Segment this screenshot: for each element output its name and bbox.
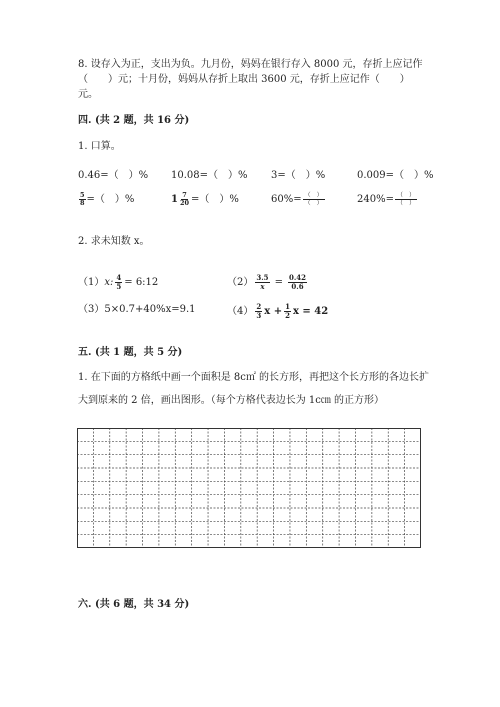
calc-item-2: 10.08=（ ）% (171, 170, 248, 181)
blank-fraction: $\frac{( )}{( )}$ (396, 192, 415, 207)
section5-title: 五. (共 1 题，共 5 分) (78, 347, 183, 358)
section4-title: 四. (共 2 题，共 16 分) (78, 115, 190, 126)
section5-q1-line2: 大到原来的 2 倍，画出图形。（每个方格代表边长为 1c㎝ 的正方形） (78, 395, 385, 406)
grid-paper[interactable] (77, 428, 421, 548)
q8-line3: 元。 (78, 89, 98, 100)
calc-item-1: 0.46=（ ）% (78, 170, 149, 181)
equation-4: （4） $\frac{2}{3}$ x + $\frac{1}{2}$ x = 42 (227, 302, 329, 320)
equation-1: （1）x: $\frac{4}{5}$ = 6:12 (78, 273, 159, 291)
q8-line1: 8. 设存入为正，支出为负。九月份，妈妈在银行存入 8000 元，存折上应记作 (78, 59, 423, 70)
calc-item-4: 0.009=（ ）% (357, 170, 434, 181)
calc-item-7: 60%= $\frac{( )}{( )}$ (271, 192, 323, 207)
blank-fraction: $\frac{( )}{( )}$ (304, 192, 323, 207)
equation-2: （2） $\frac{3.5}{x}$ = $\frac{0.42}{0.6}$ (227, 273, 307, 291)
equation-3: （3）5×0.7+40%x=9.1 (78, 304, 196, 315)
section5-q1-line1: 1. 在下面的方格纸中画一个面积是 8c㎡ 的长方形，再把这个长方形的各边长扩 (78, 372, 430, 383)
calc-item-5: $\frac{5}{8}$ =（ ）% (80, 191, 135, 207)
section4-q2-label: 2. 求未知数 x。 (78, 236, 150, 247)
calc-item-3: 3=（ ）% (271, 170, 326, 181)
section4-q1-label: 1. 口算。 (78, 141, 121, 152)
calc-item-8: 240%= $\frac{( )}{( )}$ (357, 192, 415, 207)
calc-item-6: 1 $\frac{7}{20}$ =（ ）% (171, 191, 239, 207)
grid-border (78, 429, 421, 548)
fraction: $\frac{7}{20}$ (179, 191, 190, 207)
section6-title: 六. (共 6 题，共 34 分) (78, 599, 190, 610)
fraction: $\frac{5}{8}$ (80, 191, 85, 207)
q8-line2: （ ）元；十月份，妈妈从存折上取出 3600 元，存折上应记作（ ） (78, 74, 410, 85)
